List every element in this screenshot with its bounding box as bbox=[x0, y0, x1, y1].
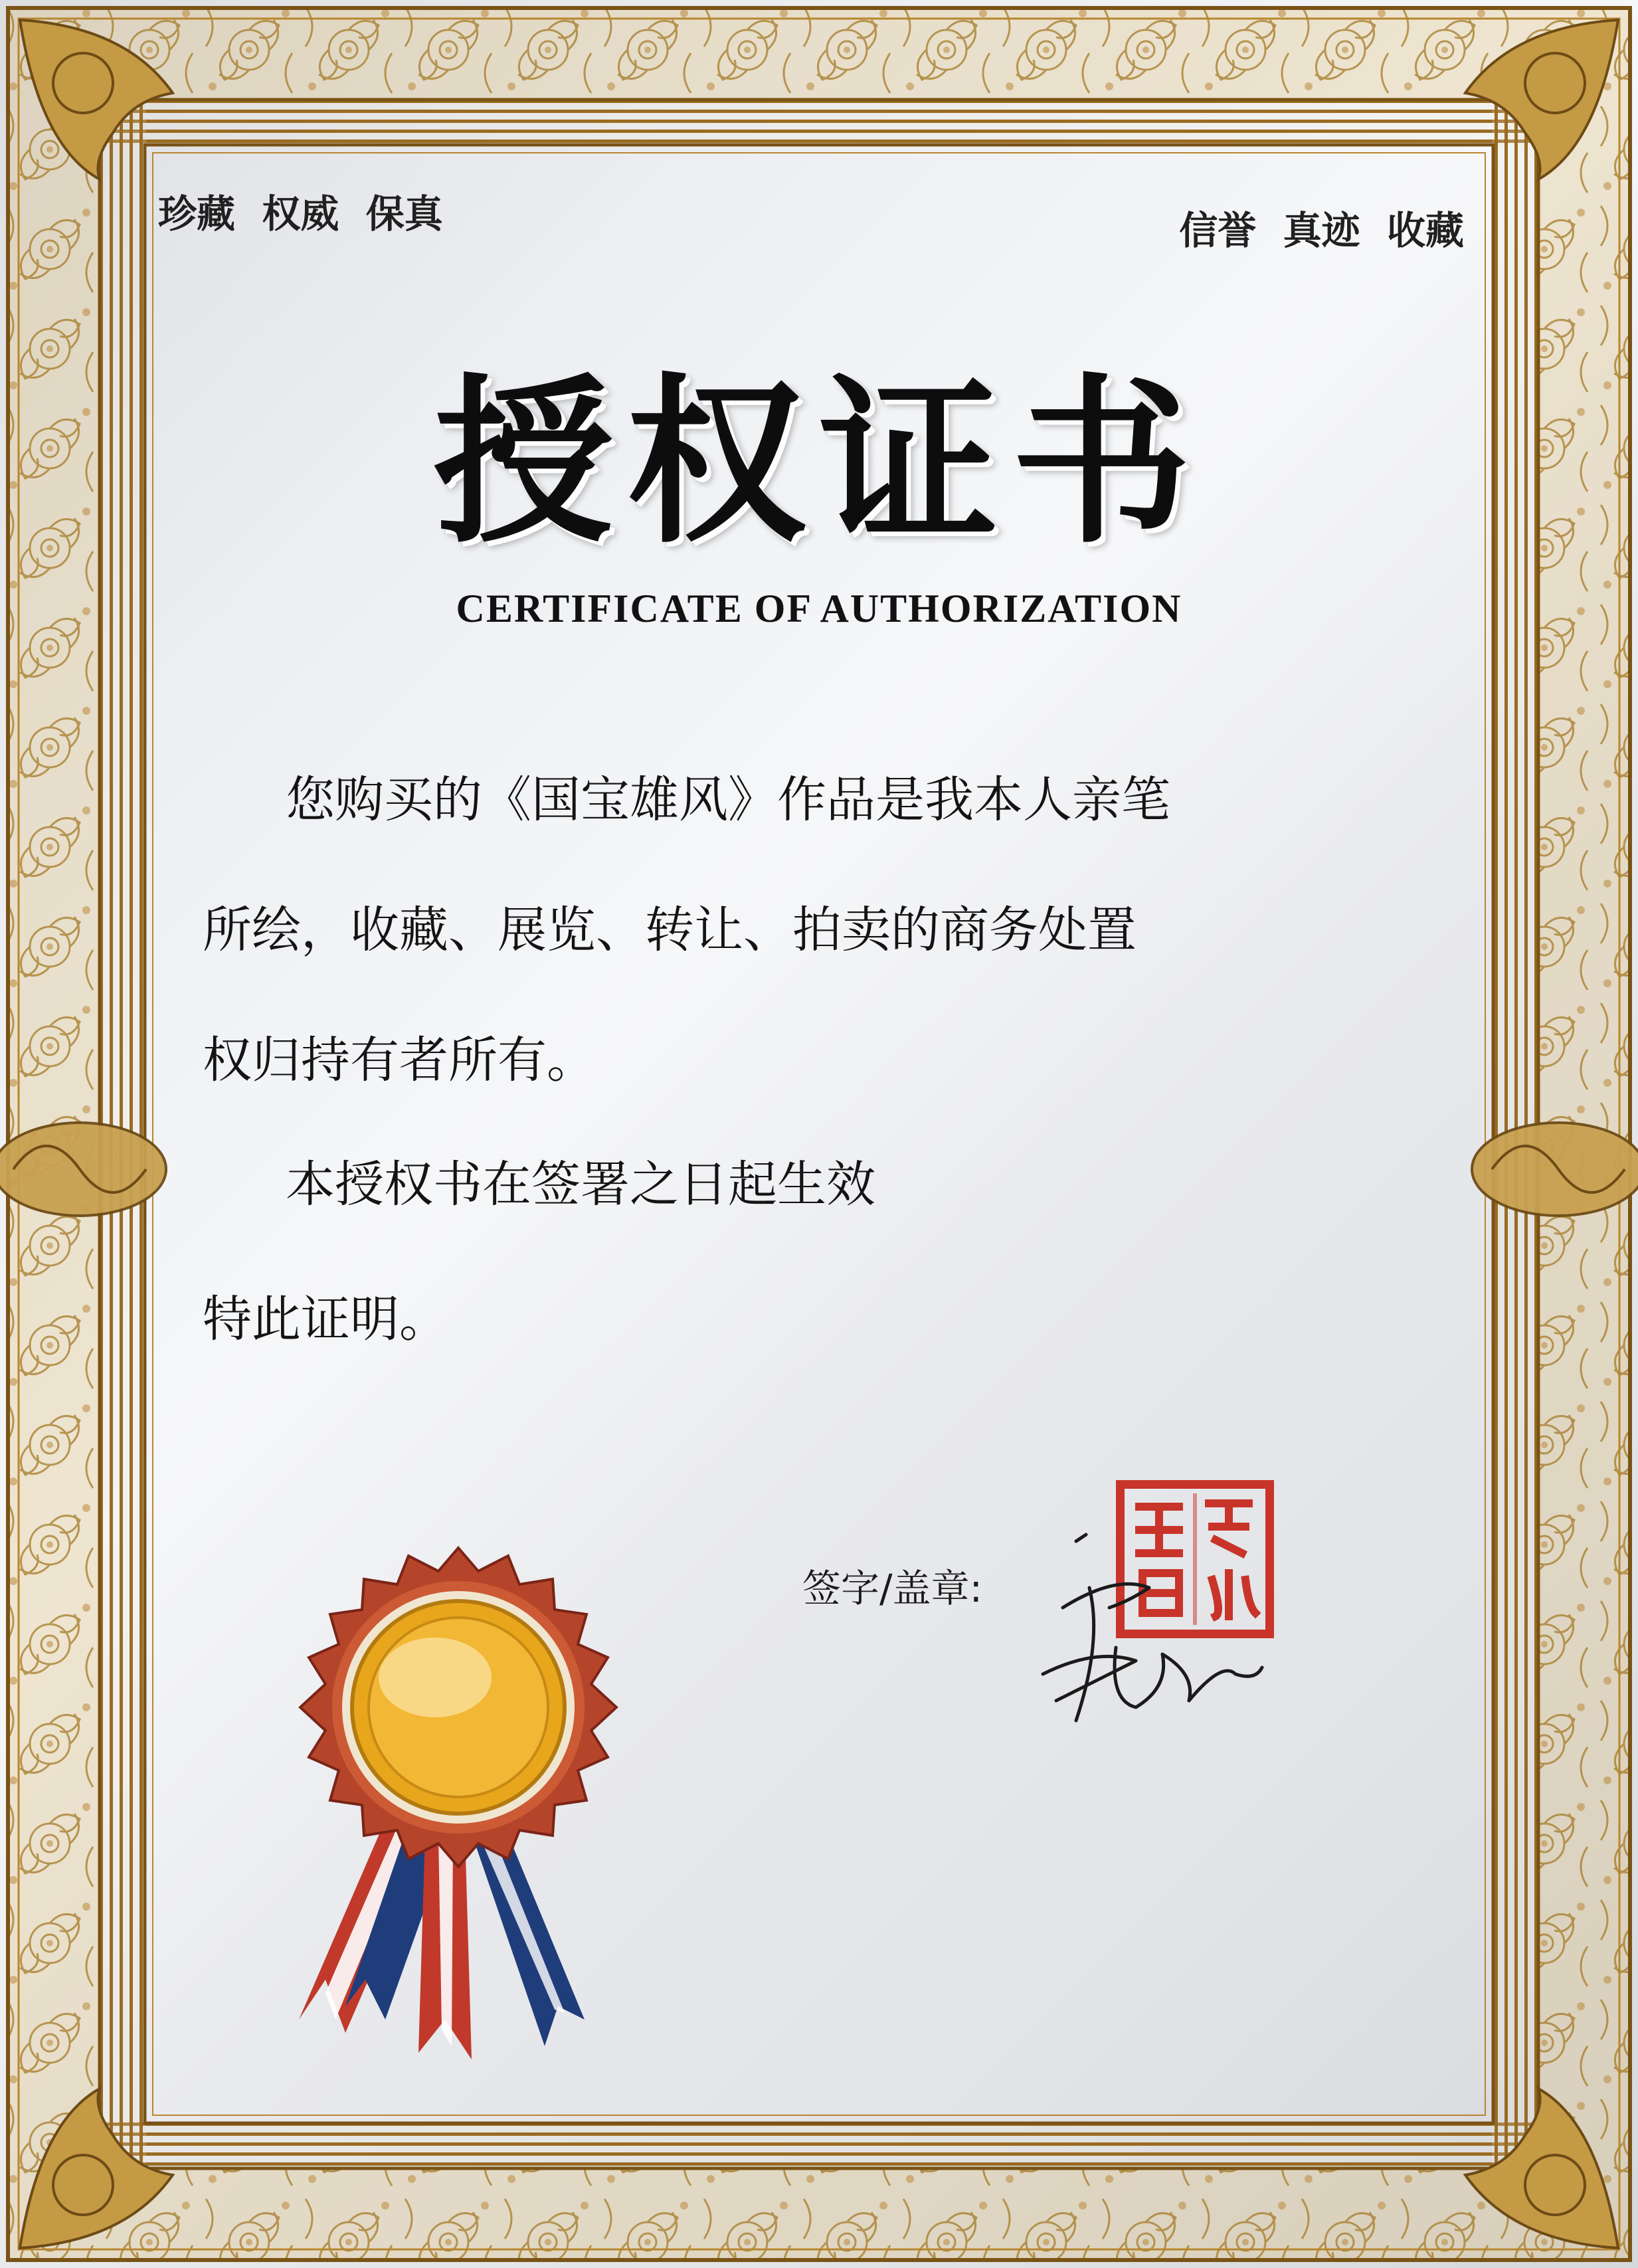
slogan-left: 珍藏 权威 保真 bbox=[158, 191, 443, 236]
certificate-title-english: CERTIFICATE OF AUTHORIZATION bbox=[456, 587, 1182, 630]
body-line-1: 您购买的《国宝雄风》作品是我本人亲笔 bbox=[286, 771, 1170, 828]
body-line-3: 权归持有者所有。 bbox=[203, 1032, 596, 1089]
signature-label: 签字/盖章: bbox=[802, 1566, 983, 1611]
body-line-4: 本授权书在签署之日起生效 bbox=[286, 1156, 875, 1213]
handwritten-signature bbox=[1036, 1508, 1302, 1774]
body-line-2: 所绘，收藏、展览、转让、拍卖的商务处置 bbox=[203, 901, 1137, 959]
slogan-right: 信誉 真迹 收藏 bbox=[1179, 208, 1464, 253]
body-line-5: 特此证明。 bbox=[203, 1291, 448, 1348]
award-medal-icon bbox=[272, 1541, 644, 2073]
certificate-title-chinese: 授权证书 bbox=[434, 356, 1204, 567]
